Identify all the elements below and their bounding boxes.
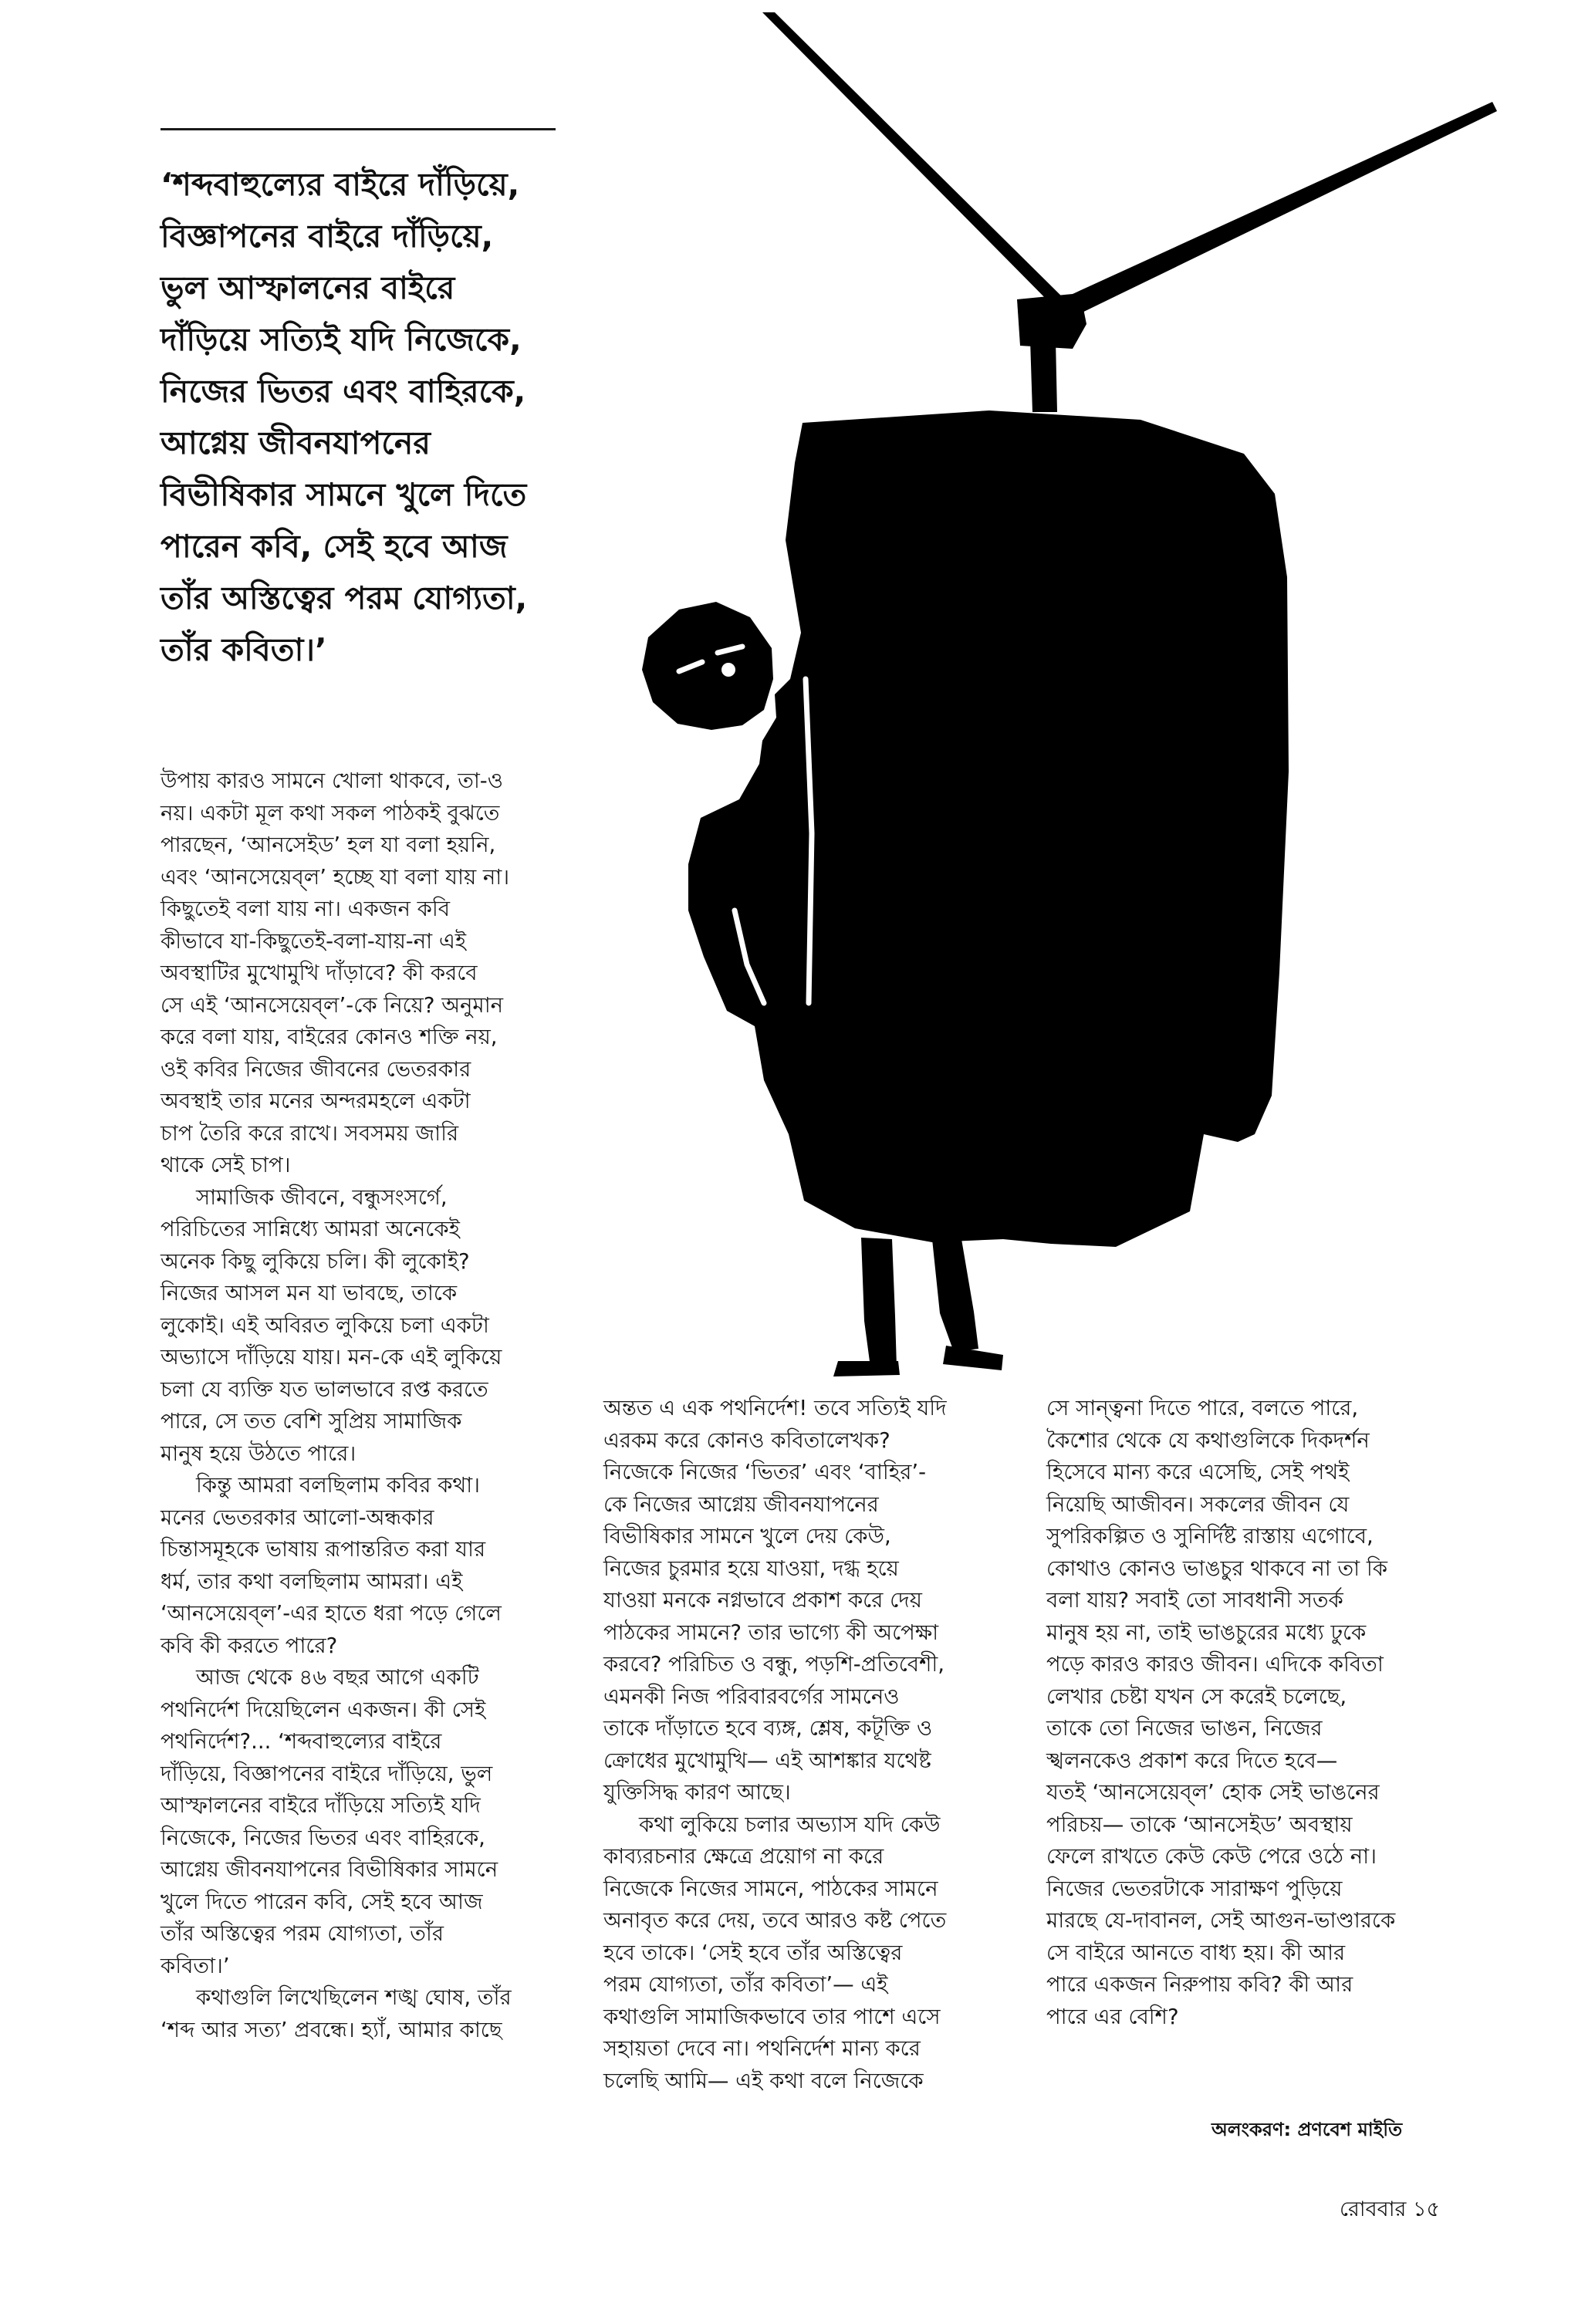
pull-quote-line: ভুল আস্ফালনের বাইরে (161, 269, 455, 306)
text-line: সে বাইরে আনতে বাধ্য হয়। কী আর (1046, 1940, 1346, 1965)
text-line: পথনির্দেশ দিয়েছিলেন একজন। কী সেই (161, 1697, 486, 1722)
text-line: স্খলনকেও প্রকাশ করে দিতে হবে— (1046, 1748, 1338, 1773)
pull-quote (161, 159, 593, 676)
text-line: কিছুতেই বলা যায় না। একজন কবি (161, 897, 451, 921)
text-line: আস্ফালনের বাইরে দাঁড়িয়ে সত্যিই যদি (161, 1793, 481, 1818)
text-line: মারছে যে-দাবানল, সেই আগুন-ভাণ্ডারকে (1046, 1908, 1396, 1933)
text-line: মানুষ হয়ে উঠতে পারে। (161, 1441, 357, 1466)
text-line: চলেছি আমি— এই কথা বলে নিজেকে (603, 2068, 924, 2093)
text-line: কৈশোর থেকে যে কথাগুলিকে দিকদর্শন (1046, 1427, 1370, 1453)
text-line: নয়। একটা মূল কথা সকল পাঠকই বুঝতে (161, 800, 500, 826)
text-line: তাঁর অস্তিত্বের পরম যোগ্যতা, তাঁর (161, 1921, 444, 1946)
text-line: বলা যায়? সবাই তো সাবধানী সতর্ক (1046, 1588, 1343, 1613)
eye-dot (721, 663, 735, 677)
article-column-3 (1046, 1393, 1478, 2033)
pull-quote-line: পারেন কবি, সেই হবে আজ (161, 528, 508, 565)
text-line: পরিচয়— তাকে ‘আনসেইড’ অবস্থায় (1046, 1812, 1353, 1837)
text-line: ওই কবির নিজের জীবনের ভেতরকার (161, 1056, 471, 1082)
pull-quote-line: নিজের ভিতর এবং বাহিরকে, (161, 373, 526, 410)
text-line: লেখার চেষ্টা যখন সে করেই চলেছে, (1046, 1684, 1347, 1709)
text-line: উপায় কারও সামনে খোলা থাকবে, তা-ও (161, 768, 503, 793)
text-line: নিজের চুরমার হয়ে যাওয়া, দগ্ধ হয়ে (603, 1556, 899, 1581)
text-line: ফেলে রাখতে কেউ কেউ পেরে ওঠে না। (1046, 1844, 1377, 1869)
hanger-hook (1030, 339, 1057, 412)
text-line: পড়ে কারও কারও জীবন। এদিকে কবিতা (1046, 1652, 1384, 1677)
text-line: এবং ‘আনসেয়েব্‌ল’ হচ্ছে যা বলা যায় না। (161, 864, 510, 890)
text-line: অনেক কিছু লুকিয়ে চলি। কী লুকোই? (161, 1248, 470, 1274)
head-silhouette (642, 602, 773, 730)
text-line: পথনির্দেশ?... ‘শব্দবাহুল্যের বাইরে (161, 1729, 442, 1754)
text-line: সহায়তা দেবে না। পথনির্দেশ মান্য করে (603, 2036, 921, 2061)
text-line: ক্রোধের মুখোমুখি— এই আশঙ্কার যথেষ্ট (603, 1748, 931, 1773)
text-line: পারছেন, ‘আনসেইড’ হল যা বলা হয়নি, (161, 833, 496, 857)
text-line: যুক্তিসিদ্ধ কারণ আছে। (603, 1780, 791, 1805)
text-line: করে বলা যায়, বাইরের কোনও শক্তি নয়, (161, 1025, 498, 1049)
pull-quote-line: বিভীষিকার সামনে খুলে দিতে (161, 476, 527, 513)
text-line: যতই ‘আনসেয়েব্‌ল’ হোক সেই ভাঙনের (1046, 1780, 1380, 1805)
text-line: কীভাবে যা-কিছুতেই-বলা-যায়-না এই (161, 928, 467, 954)
text-line: সুপরিকল্পিত ও সুনির্দিষ্ট রাস্তায় এগোবে, (1046, 1524, 1374, 1549)
text-line: ‘শব্দ আর সত্য’ প্রবন্ধে। হ্যাঁ, আমার কাছে (161, 2017, 502, 2042)
text-line: সে সান্ত্বনা দিতে পারে, বলতে পারে, (1046, 1396, 1359, 1420)
text-line: পারে, সে তত বেশি সুপ্রিয় সামাজিক (161, 1409, 462, 1434)
text-line: কে নিজের আগ্নেয় জীবনযাপনের (603, 1491, 879, 1517)
text-line: কথাগুলি সামাজিকভাবে তার পাশে এসে (603, 2004, 941, 2029)
text-line: পারে এর বেশি? (1046, 2004, 1179, 2029)
left-leg-silhouette (861, 1238, 897, 1367)
text-line: ধর্ম, তার কথা বলছিলাম আমরা। এই (161, 1569, 463, 1594)
text-line: অভ্যাসে দাঁড়িয়ে যায়। মন-কে এই লুকিয়ে (161, 1345, 502, 1370)
pull-quote-line: তাঁর কবিতা।’ (161, 631, 327, 668)
text-line: হিসেবে মান্য করে এসেছি, সেই পথই (1046, 1460, 1350, 1485)
pull-quote-line: ‘শব্দবাহুল্যের বাইরে দাঁড়িয়ে, (161, 166, 520, 203)
text-line: খুলে দিতে পারেন কবি, সেই হবে আজ (161, 1889, 483, 1914)
pull-quote-line: তাঁর অস্তিত্বের পরম যোগ্যতা, (161, 579, 528, 616)
text-line: যাওয়া মনকে নগ্নভাবে প্রকাশ করে দেয় (603, 1588, 922, 1613)
text-line: নিজেকে নিজের ‘ভিতর’ এবং ‘বাহির’- (603, 1460, 927, 1485)
text-line: নিয়েছি আজীবন। সকলের জীবন যে (1046, 1491, 1350, 1517)
text-line: পরম যোগ্যতা, তাঁর কবিতা’— এই (603, 1972, 888, 1997)
text-line: কাব্যরচনার ক্ষেত্রে প্রয়োগ না করে (603, 1844, 884, 1869)
pull-quote-line: দাঁড়িয়ে সত্যিই যদি নিজেকে, (161, 321, 522, 358)
text-line: কবি কী করতে পারে? (161, 1633, 338, 1658)
right-leg-silhouette (932, 1239, 978, 1352)
hanger-left-rope (762, 12, 1074, 313)
paragraph-start-line: কথা লুকিয়ে চলার অভ্যাস যদি কেউ (639, 1812, 941, 1837)
text-line: মনের ভেতরকার আলো-অন্ধকার (161, 1505, 434, 1530)
hanger-right-rope (1054, 102, 1497, 316)
text-line: হবে তাকে। ‘সেই হবে তাঁর অস্তিত্বের (603, 1940, 903, 1965)
text-line: চাপ তৈরি করে রাখে। সবসময় জারি (161, 1120, 459, 1146)
paragraph-start-line: আজ থেকে ৪৬ বছর আগে একটি (196, 1665, 479, 1690)
text-line: লুকোই। এই অবিরত লুকিয়ে চলা একটা (161, 1312, 489, 1338)
illustration-credit: অলংকরণ: প্রণবেশ মাইতি (1211, 2119, 1403, 2140)
text-line: সে এই ‘আনসেয়েব্‌ল’-কে নিয়ে? অনুমান (161, 992, 504, 1018)
text-line: পারে একজন নিরুপায় কবি? কী আর (1046, 1972, 1353, 1997)
text-line: বিভীষিকার সামনে খুলে দেয় কেউ, (603, 1524, 891, 1549)
text-line: থাকে সেই চাপ। (161, 1153, 291, 1177)
text-line: দাঁড়িয়ে, বিজ্ঞাপনের বাইরে দাঁড়িয়ে, ভুল (161, 1761, 493, 1786)
article-column-1 (161, 765, 577, 2046)
text-line: ‘আনসেয়েব্‌ল’-এর হাতে ধরা পড়ে গেলে (161, 1601, 502, 1626)
pull-quote-rule (161, 128, 556, 130)
article-column-2 (603, 1393, 1036, 2097)
text-line: এরকম করে কোনও কবিতালেখক? (603, 1427, 890, 1453)
text-line: নিজেকে, নিজের ভিতর এবং বাহিরকে, (161, 1825, 485, 1850)
text-line: অন্তত এ এক পথনির্দেশ! তবে সত্যিই যদি (603, 1396, 947, 1420)
text-line: চিন্তাসমূহকে ভাষায় রূপান্তরিত করা যার (161, 1537, 486, 1562)
text-line: কবিতা।’ (161, 1953, 230, 1978)
pull-quote-line: বিজ্ঞাপনের বাইরে দাঁড়িয়ে, (161, 218, 494, 255)
text-line: নিজেকে নিজের সামনে, পাঠকের সামনে (603, 1876, 938, 1901)
text-line: এমনকী নিজ পরিবারবর্গের সামনেও (603, 1684, 900, 1709)
coat-silhouette (688, 410, 1289, 1247)
text-line: কোথাও কোনও ভাঙচুর থাকবে না তা কি (1046, 1556, 1387, 1581)
text-line: করবে? পরিচিত ও বন্ধু, পড়শি-প্রতিবেশী, (603, 1652, 944, 1677)
text-line: মানুষ হয় না, তাই ভাঙচুরের মধ্যে ঢুকে (1046, 1620, 1367, 1645)
page-footer: রোববার ১৫ (1340, 2197, 1440, 2221)
left-foot-silhouette (833, 1361, 900, 1376)
text-line: নিজের আসল মন যা ভাবছে, তাকে (161, 1281, 458, 1306)
text-line: অবস্থাই তার মনের অন্দরমহলে একটা (161, 1089, 471, 1113)
paragraph-start-line: কিন্তু আমরা বলছিলাম কবির কথা। (196, 1473, 480, 1498)
paragraph-start-line: কথাগুলি লিখেছিলেন শঙ্খ ঘোষ, তাঁর (196, 1985, 512, 2010)
text-line: তাকে দাঁড়াতে হবে ব্যঙ্গ, শ্লেষ, কটূক্তি ও (603, 1716, 933, 1741)
text-line: তাকে তো নিজের ভাঙন, নিজের (1046, 1716, 1323, 1741)
paragraph-start-line: সামাজিক জীবনে, বন্ধুসংসর্গে, (196, 1184, 448, 1210)
pull-quote-line: আগ্নেয় জীবনযাপনের (161, 424, 431, 461)
text-line: পরিচিতের সান্নিধ্যে আমরা অনেকেই (161, 1217, 460, 1241)
text-line: আগ্নেয় জীবনযাপনের বিভীষিকার সামনে (161, 1857, 498, 1882)
text-line: চলা যে ব্যক্তি যত ভালভাবে রপ্ত করতে (161, 1376, 488, 1402)
text-line: নিজের ভেতরটাকে সারাক্ষণ পুড়িয়ে (1046, 1876, 1343, 1901)
text-line: পাঠকের সামনে? তার ভাগ্যে কী অপেক্ষা (603, 1620, 939, 1645)
text-line: অনাবৃত করে দেয়, তবে আরও কষ্ট পেতে (603, 1908, 947, 1933)
text-line: অবস্থাটির মুখোমুখি দাঁড়াবে? কী করবে (161, 961, 478, 985)
